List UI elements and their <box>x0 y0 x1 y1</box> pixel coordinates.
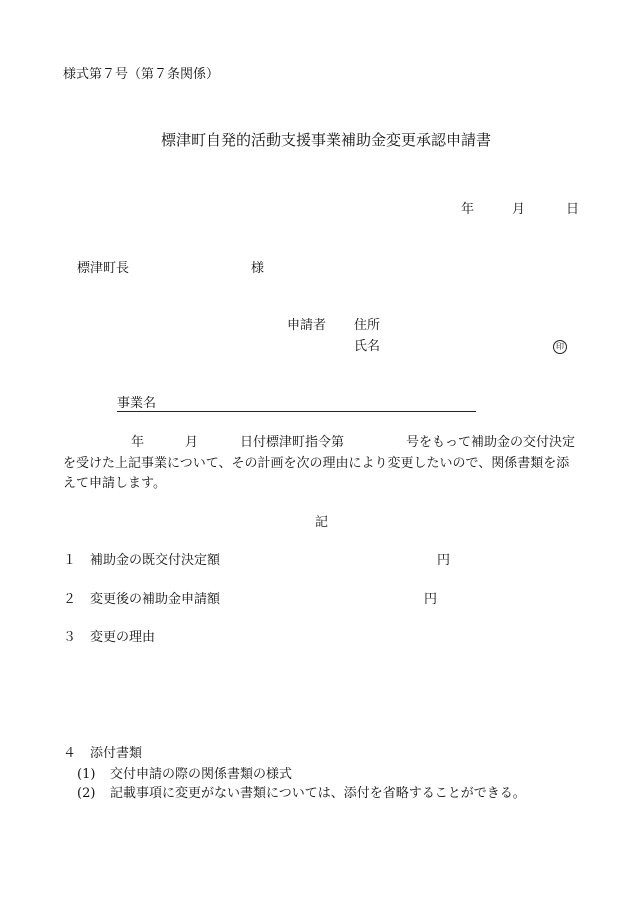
attachment-1-number: (1) <box>77 767 96 782</box>
body-month: 月 <box>185 435 199 450</box>
addressee-honorific: 様 <box>251 261 265 276</box>
item-2-unit: 円 <box>424 592 438 607</box>
project-name-line <box>117 411 476 412</box>
ki-heading: 記 <box>315 515 329 530</box>
date-day: 日 <box>566 202 580 217</box>
body-line-2: を受けた上記事業について、その計画を次の理由により変更したいので、関係書類を添 <box>63 456 570 471</box>
applicant-name-label: 氏名 <box>354 339 381 354</box>
item-3-label: 変更の理由 <box>90 630 156 645</box>
item-2-number: ２ <box>63 592 77 607</box>
date-year: 年 <box>461 202 475 217</box>
attachments-number: ４ <box>63 746 77 761</box>
body-line-3: えて申請します。 <box>63 476 166 491</box>
applicant-label: 申請者 <box>287 318 327 333</box>
date-month: 月 <box>512 202 526 217</box>
item-1-unit: 円 <box>437 553 451 568</box>
attachment-2-number: (2) <box>77 786 96 801</box>
item-2-label: 変更後の補助金申請額 <box>90 592 221 607</box>
body-year: 年 <box>131 435 145 450</box>
attachment-1-text: 交付申請の際の関係書類の様式 <box>110 767 293 782</box>
document-title: 標津町自発的活動支援事業補助金変更承認申請書 <box>161 131 492 149</box>
applicant-address-label: 住所 <box>354 318 381 333</box>
item-3-number: ３ <box>63 630 77 645</box>
item-1-label: 補助金の既交付決定額 <box>90 553 221 568</box>
form-number: 様式第７号（第７条関係） <box>63 67 220 82</box>
attachments-label: 添付書類 <box>90 746 143 761</box>
project-name-label: 事業名 <box>117 396 157 411</box>
body-end: 号をもって補助金の交付決定 <box>406 435 576 450</box>
item-1-number: １ <box>63 553 77 568</box>
addressee-name: 標津町長 <box>77 261 130 276</box>
seal-icon: 印 <box>553 340 567 354</box>
body-mid: 日付標津町指令第 <box>240 435 345 450</box>
attachment-2-text: 記載事項に変更がない書類については、添付を省略することができる。 <box>110 786 526 801</box>
